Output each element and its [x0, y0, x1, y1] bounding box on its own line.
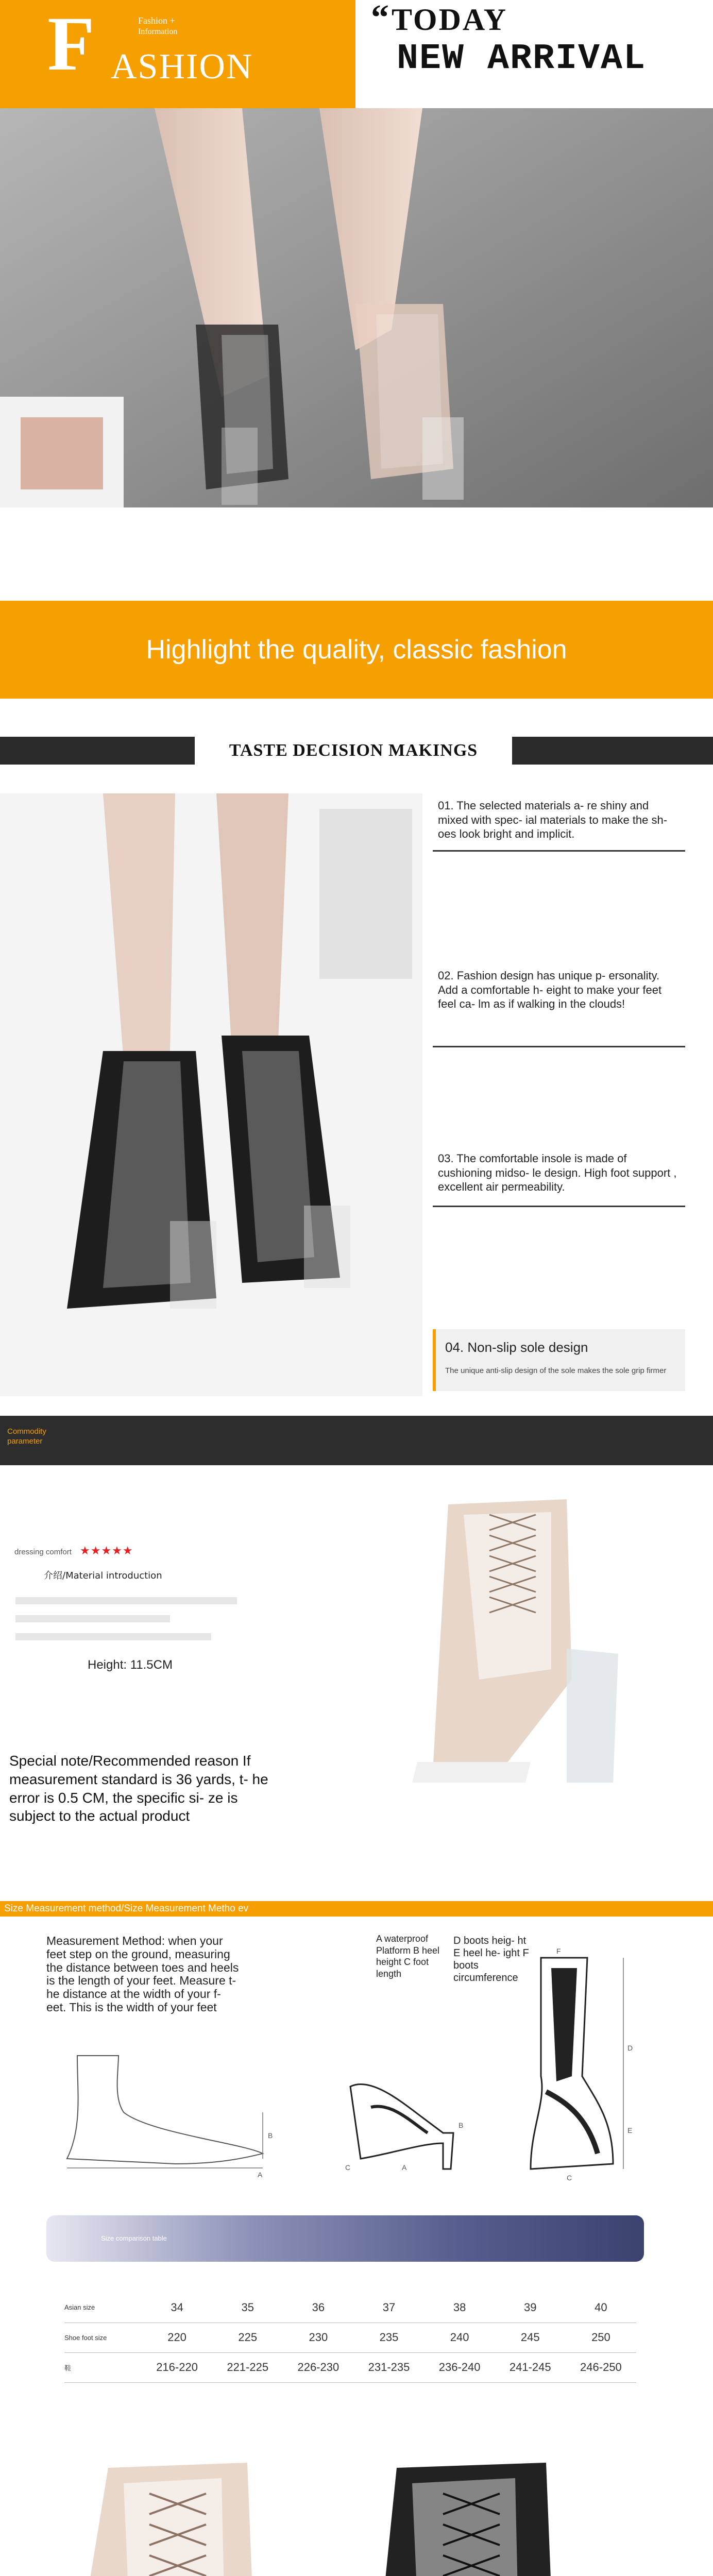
pair-photos: [0, 2452, 713, 2576]
size-cell: 40: [566, 2293, 636, 2323]
foot-label-b: B: [268, 2131, 273, 2140]
commodity-label: [7, 1427, 46, 1447]
size-cell: 34: [142, 2293, 212, 2323]
brand-initial: F: [47, 1, 95, 87]
heel-label-b: B: [459, 2121, 464, 2129]
boot-label-f: F: [556, 1947, 561, 1955]
size-cell: 246-250: [566, 2352, 636, 2382]
feature-item-2: 02. Fashion design has unique p- ersonality. Add a comfortable h- eight to make your feet feel ca- lm as if walking in the clouds!: [438, 969, 662, 1010]
heel-label-c: C: [345, 2163, 351, 2172]
heel-label-a: A: [402, 2163, 407, 2172]
foot-diagram: [46, 2050, 288, 2179]
size-cell: 241-245: [495, 2352, 566, 2382]
rating-stars: ★★★★★: [80, 1545, 133, 1557]
size-cell: 37: [353, 2293, 424, 2323]
placeholder-line: [15, 1597, 237, 1604]
size-cell: 231-235: [353, 2352, 424, 2382]
size-row-label: Shoe foot size: [64, 2323, 142, 2352]
size-cell: 221-225: [212, 2352, 283, 2382]
commodity-bar: [0, 1406, 713, 1473]
comfort-label: dressing comfort: [14, 1548, 72, 1556]
size-row-label: 鞋: [64, 2352, 142, 2382]
brand-title-rest: ASHION: [111, 47, 253, 87]
feature-box-subtitle: The unique anti-slip design of the sole makes the sole grip firmer: [445, 1366, 667, 1375]
size-cell: 39: [495, 2293, 566, 2323]
boots-legend: D boots heig- ht E heel he- ight F boots circumference: [453, 1935, 529, 1984]
size-range-bar: [46, 2215, 644, 2262]
size-table: [64, 2293, 636, 2383]
feature-boot-photo: [0, 793, 422, 1396]
size-cell: 35: [212, 2293, 283, 2323]
product-single-boot: [397, 1484, 675, 1788]
material-label: 介绍/Material introduction: [44, 1570, 162, 1581]
size-range-label: Size comparison table: [101, 2234, 167, 2242]
size-cell: 216-220: [142, 2352, 212, 2382]
dark-strip: [0, 1416, 713, 1465]
section-label-bar: [0, 737, 713, 765]
feature-divider-2: [433, 1046, 685, 1047]
measurement-bar: [0, 1901, 713, 1917]
size-cell: 250: [566, 2323, 636, 2352]
today-heading: TODAY: [392, 3, 508, 37]
size-cell: 236-240: [425, 2352, 495, 2382]
commodity-line-2: parameter: [7, 1436, 43, 1446]
quote-mark: “: [371, 0, 389, 38]
placeholder-line: [15, 1615, 170, 1622]
boot-diagram: [510, 1947, 644, 2184]
section-label: TASTE DECISION MAKINGS: [195, 737, 512, 765]
feature-item-1: 01. The selected materials a- re shiny and mixed with spec- ial materials to make the sh- oes look bright and implicit.: [438, 799, 668, 840]
size-table-row: [64, 2293, 636, 2323]
tagline-line-2: Information: [138, 27, 178, 36]
feature-divider-1: [433, 850, 685, 852]
commodity-line-1: Commodity: [7, 1427, 46, 1436]
size-row-label: Asian size: [64, 2293, 142, 2323]
size-cell: 38: [425, 2293, 495, 2323]
size-cell: 220: [142, 2323, 212, 2352]
two-colors-photo: [0, 2452, 713, 2576]
header-banner: [0, 0, 713, 108]
hero-photo: [0, 108, 713, 507]
size-cell: 225: [212, 2323, 283, 2352]
boot-label-c: C: [567, 2174, 572, 2182]
measurement-section: [0, 1886, 713, 2452]
feature-item-3: 03. The comfortable insole is made of cushioning midso- le design. High foot support , excellent air permeability.: [438, 1152, 677, 1193]
size-table-row: [64, 2352, 636, 2382]
product-details: [0, 1473, 713, 1886]
size-table-row: [64, 2323, 636, 2352]
measurement-title: Size Measurement method/Size Measurement Metho ev: [4, 1903, 249, 1914]
hero-legs-photo: [0, 108, 713, 507]
highlight-banner: [0, 582, 713, 778]
special-note: Special note/Recommended reason If measurement standard is 36 yards, t- he error is 0.5 CM, the specific si- ze is subject to the actual product: [9, 1753, 268, 1824]
size-cell: 240: [425, 2323, 495, 2352]
feature-box-title: 04. Non-slip sole design: [445, 1340, 588, 1355]
waterproof-legend: A waterproof Platform B heel height C foot length: [376, 1934, 440, 1979]
size-cell: 235: [353, 2323, 424, 2352]
measurement-method: Measurement Method: when your feet step on the ground, measuring the distance between toes and heels is the length of your feet. Measure t- he distance at the width of your f- eet. This is the width of your feet: [46, 1934, 239, 2014]
tagline-line-1: Fashion +: [138, 15, 175, 26]
height-label: Height: 11.5CM: [88, 1658, 173, 1672]
boot-label-d: D: [627, 2044, 633, 2052]
size-cell: 226-230: [283, 2352, 353, 2382]
new-arrival-heading: NEW ARRIVAL: [397, 39, 647, 79]
size-cell: 36: [283, 2293, 353, 2323]
feature-box: [433, 1329, 685, 1391]
foot-label-a: A: [258, 2171, 263, 2179]
feature-divider-3: [433, 1206, 685, 1207]
boot-label-e: E: [627, 2126, 633, 2134]
size-cell: 230: [283, 2323, 353, 2352]
features-section: [0, 778, 713, 1406]
heel-diagram: [340, 2056, 469, 2174]
highlight-text: Highlight the quality, classic fashion: [146, 635, 567, 665]
placeholder-line: [15, 1633, 211, 1640]
size-cell: 245: [495, 2323, 566, 2352]
